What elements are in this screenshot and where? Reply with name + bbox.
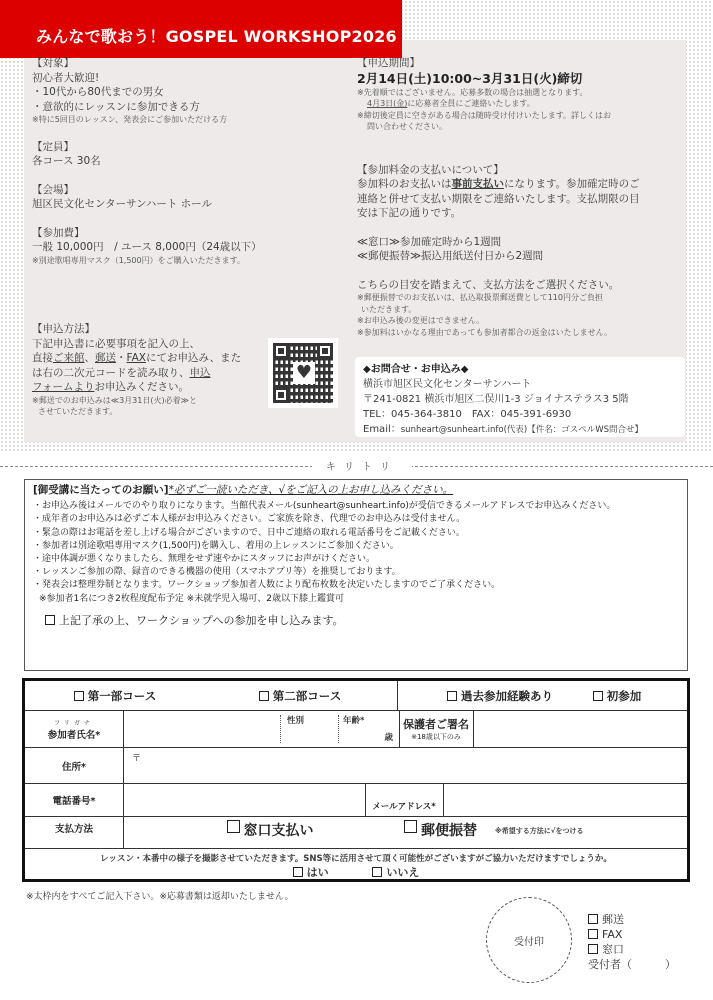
office-fax-label: FAX bbox=[602, 928, 623, 941]
photo-consent-row bbox=[25, 849, 687, 879]
payment-note: ※郵便振替でのお支払いは、払込取扱票郵送費として110円分ご負担 bbox=[357, 293, 603, 302]
section-fee bbox=[32, 226, 332, 267]
contact-title: ◆お問合せ・お申込み◆ bbox=[363, 364, 469, 375]
period-date: 2月14日(土)10:00~3月31日(火)締切 bbox=[357, 70, 583, 86]
email-input[interactable] bbox=[444, 784, 687, 816]
venue-title: 【会場】 bbox=[32, 183, 74, 196]
mail-link[interactable]: 郵送 bbox=[95, 352, 116, 364]
photo-no-checkbox[interactable] bbox=[372, 867, 382, 877]
notice-item: ・参加者は別途歌唱専用マスク(1,500円)を購入し、着用の上レッスンにご参加ください。 bbox=[33, 540, 399, 551]
target-line: ・意欲的にレッスンに参加できる方 bbox=[32, 100, 200, 113]
address-input[interactable] bbox=[124, 748, 687, 783]
visit-link[interactable]: ご来館 bbox=[53, 352, 85, 364]
payment-line: 安は下記の通りです。 bbox=[357, 207, 462, 219]
office-use bbox=[588, 912, 676, 972]
gender-label: 性別 bbox=[287, 716, 305, 726]
course-row bbox=[25, 681, 687, 711]
period-note: 問い合わせください。 bbox=[367, 122, 447, 131]
method-sep: 、 bbox=[84, 352, 95, 364]
name-label-cell bbox=[25, 711, 123, 747]
form-link-part1[interactable]: 申込 bbox=[189, 366, 211, 379]
course1-label: 第一部コース bbox=[87, 688, 157, 703]
contact-box bbox=[355, 357, 685, 437]
period-note: ※先着順ではございません。応募多数の場合は抽選となります。 bbox=[357, 87, 588, 97]
method-line bbox=[32, 380, 267, 395]
address-label: 住所* bbox=[62, 761, 86, 773]
course2-label: 第二部コース bbox=[272, 688, 342, 703]
course1-checkbox[interactable] bbox=[74, 691, 84, 701]
office-window-label: 窓口 bbox=[602, 943, 624, 956]
payment-title: 【参加料金の支払いについて】 bbox=[357, 163, 504, 176]
contact-address: 〒241-0821 横浜市旭区二俣川1-3 ジョイナステラス3 5階 bbox=[363, 394, 629, 405]
photo-yes-label: はい bbox=[306, 866, 329, 879]
divider bbox=[280, 715, 281, 743]
qr-code-icon bbox=[273, 343, 333, 403]
fee-value: 一般 10,000円 / ユース 8,000円（24歳以下） bbox=[32, 241, 262, 253]
office-fax[interactable] bbox=[588, 927, 676, 942]
agree-label: 上記了承の上、ワークショップへの参加を申し込みます。 bbox=[59, 613, 344, 627]
announce-date: 4月3日(金) bbox=[367, 99, 408, 108]
phone-label: 電話番号* bbox=[52, 796, 96, 807]
payment-row bbox=[25, 817, 687, 849]
name-label: 参加者氏名* bbox=[47, 729, 101, 741]
photo-yes-option[interactable] bbox=[293, 866, 329, 879]
pay-window-checkbox[interactable] bbox=[227, 820, 240, 833]
period-note: ※締切後定員に空きがある場合は随時受け付けいたします。詳しくはお bbox=[357, 110, 612, 120]
payment-line: 連絡と併せて支払い期限をご連絡いたします。支払期限の目 bbox=[357, 192, 640, 205]
guardian-label-cell bbox=[400, 711, 472, 747]
form-footnote: ※太枠内をすべてご記入下さい。※応募書類は返却いたしません。 bbox=[26, 892, 294, 902]
first-label: 初参加 bbox=[606, 688, 642, 703]
qr-finder-icon bbox=[273, 387, 289, 403]
phone-input[interactable] bbox=[124, 784, 364, 816]
agree-checkbox-row[interactable] bbox=[33, 614, 679, 627]
payment-window-deadline: ≪窓口≫参加確定時から1週間 bbox=[357, 235, 502, 248]
course1-option[interactable] bbox=[25, 681, 205, 710]
qr-code[interactable] bbox=[268, 338, 338, 408]
notice-item: ・発表会は整理券制となります。ワークショップ参加者人数により配布枚数を決定いたしますのでご了承ください。 bbox=[33, 580, 501, 591]
payment-note: ※お申込み後の変更はできません。 bbox=[357, 316, 485, 325]
notice-title: [御受講に当たってのお願い] bbox=[33, 484, 169, 496]
qr-finder-icon bbox=[273, 343, 289, 359]
left-column bbox=[32, 56, 332, 266]
name-row bbox=[25, 711, 687, 748]
payment-text: になります。参加確定時のご bbox=[504, 178, 640, 190]
venue-value: 旭区民文化センターサンハート ホール bbox=[32, 198, 212, 210]
notice-sub-note: ※参加者1名につき2枚程度配布予定 ※未就学児入場可、2歳以下膝上鑑賞可 bbox=[39, 593, 344, 604]
method-sep: ・ bbox=[116, 352, 127, 364]
contact-row bbox=[25, 784, 687, 817]
notice-header bbox=[33, 484, 679, 497]
office-window-checkbox[interactable] bbox=[588, 944, 598, 954]
address-row bbox=[25, 748, 687, 784]
notice-item: ・お申込み後はメールでのやり取りになります。当館代表メール(sunheart@sunheart.info)が受信できるメールアドレスでお申込みください。 bbox=[33, 501, 616, 512]
past-option[interactable] bbox=[425, 681, 575, 710]
guardian-note: ※18歳以下のみ bbox=[411, 733, 461, 741]
email-link[interactable]: sunheart@sunheart.info(代表)【件名：ゴスペルWS問合せ】 bbox=[400, 425, 644, 435]
office-fax-checkbox[interactable] bbox=[588, 929, 598, 939]
payment-note: いただきます。 bbox=[361, 304, 417, 314]
office-receiver: 受付者（ ） bbox=[588, 958, 676, 971]
stamp-label: 受付印 bbox=[514, 936, 544, 948]
notice-item: ・レッスンご参加の際、録音のできる機器の使用（スマホアプリ等）を推奨しております。 bbox=[33, 567, 401, 578]
method-text: お申込みください。 bbox=[94, 381, 189, 393]
method-text: にてお申込み、また bbox=[145, 352, 242, 364]
section-venue bbox=[32, 183, 332, 212]
postal-mark: 〒 bbox=[132, 754, 142, 764]
notice-item: ・途中体調が悪くなりましたら、無理をせず速やかにスタッフにお声がけください。 bbox=[33, 554, 376, 565]
application-form bbox=[22, 678, 690, 882]
past-checkbox[interactable] bbox=[447, 691, 457, 701]
pay-window-option[interactable] bbox=[215, 817, 325, 848]
pay-postal-checkbox[interactable] bbox=[404, 820, 417, 833]
pay-postal-option[interactable] bbox=[393, 817, 488, 848]
section-period bbox=[357, 56, 687, 133]
divider bbox=[123, 817, 124, 848]
pay-postal-label: 郵便振替 bbox=[421, 823, 477, 839]
fax-link[interactable]: FAX bbox=[126, 352, 146, 364]
capacity-title: 【定員】 bbox=[32, 140, 74, 153]
photo-yes-checkbox[interactable] bbox=[293, 867, 303, 877]
guardian-label: 保護者ご署名 bbox=[403, 718, 469, 731]
past-label: 過去参加経験あり bbox=[461, 688, 553, 703]
method-note: ※郵送でのお申込みは≪3月31日(火)必着≫と bbox=[32, 395, 197, 405]
photo-question: レッスン・本番中の様子を撮影させていただきます。SNS等に活用させて頂く可能性がございますがご協力いただけますでしょうか。 bbox=[100, 854, 612, 864]
period-title: 【申込期間】 bbox=[357, 57, 420, 69]
notice-instruction: *必ずご一読いただき、√をご記入の上お申し込みください。 bbox=[168, 484, 454, 496]
office-mail-checkbox[interactable] bbox=[588, 914, 598, 924]
payment-note: ※参加料はいかなる理由であっても参加者都合の返金はいたしません。 bbox=[357, 327, 613, 337]
pay-window-label: 窓口支払い bbox=[243, 823, 314, 839]
heart-icon: ♥ bbox=[293, 362, 315, 384]
course2-option[interactable] bbox=[205, 681, 395, 710]
payment-postal-deadline: ≪郵便振替≫振込用紙送付日から2週間 bbox=[357, 250, 544, 262]
photo-no-option[interactable] bbox=[372, 866, 419, 879]
period-note-text: に応募者全員にご連絡いたします。 bbox=[407, 99, 535, 108]
target-note: ※特に5回目のレッスン、発表会にご参加いただける方 bbox=[32, 115, 228, 124]
section-target bbox=[32, 56, 332, 126]
target-line: ・10代から80代までの男女 bbox=[32, 86, 164, 98]
title-banner bbox=[0, 0, 402, 58]
office-mail[interactable] bbox=[588, 912, 676, 927]
divider bbox=[397, 681, 398, 710]
name-input[interactable] bbox=[124, 711, 279, 747]
cut-label: キリトリ bbox=[312, 458, 412, 473]
notice-item: ・成年者のお申込みは必ずご本人様がお申込みください。ご家族を除き、代理でのお申込みは受付ません。 bbox=[33, 514, 466, 525]
notice-item: ・緊急の際はお電話を差し上げる場合がございますので、日中ご連絡の取れる電話番号をご記載ください。 bbox=[33, 527, 465, 538]
capacity-value: 各コース 30名 bbox=[32, 155, 101, 167]
contact-org: 横浜市旭区民文化センターサンハート bbox=[363, 379, 532, 390]
method-title: 【申込方法】 bbox=[32, 323, 95, 335]
right-column bbox=[357, 56, 687, 338]
photo-no-label: いいえ bbox=[386, 866, 420, 879]
divider bbox=[338, 715, 339, 743]
age-unit: 歳 bbox=[384, 733, 393, 743]
reception-stamp-circle bbox=[486, 897, 572, 983]
agree-checkbox[interactable] bbox=[45, 615, 55, 625]
payment-choose: こちらの目安を踏まえて、支払方法をご選択ください。 bbox=[357, 278, 620, 291]
payment-line bbox=[357, 177, 687, 192]
pay-label: 支払方法 bbox=[54, 824, 93, 835]
pay-note: ※希望する方法に√をつける bbox=[495, 827, 584, 835]
method-line: 下記申込書に必要事項を記入の上、 bbox=[32, 337, 200, 350]
qr-finder-icon bbox=[317, 343, 333, 359]
form-link-part2[interactable]: フォームより bbox=[32, 381, 95, 393]
section-payment bbox=[357, 163, 687, 339]
method-text: 直接 bbox=[32, 352, 53, 364]
email-label: メールアドレス* bbox=[372, 802, 436, 812]
period-note bbox=[357, 98, 687, 110]
fee-note: ※別途歌唱専用マスク（1,500円）をご購入いただきます。 bbox=[32, 255, 245, 265]
photo-options bbox=[25, 864, 687, 880]
section-capacity bbox=[32, 140, 332, 169]
age-field[interactable] bbox=[343, 711, 397, 747]
office-window[interactable] bbox=[588, 942, 676, 957]
guardian-signature-input[interactable] bbox=[474, 711, 687, 747]
page-title: みんなで歌おう！GOSPEL WORKSHOP2026 bbox=[36, 27, 397, 46]
target-line: 初心者大歓迎! bbox=[32, 71, 100, 84]
section-method bbox=[32, 322, 267, 418]
office-mail-label: 郵送 bbox=[602, 913, 624, 926]
email-label: Email： bbox=[363, 424, 401, 435]
target-title: 【対象】 bbox=[32, 57, 74, 69]
method-note: させていただきます。 bbox=[38, 407, 118, 416]
first-option[interactable] bbox=[577, 681, 657, 710]
fee-title: 【参加費】 bbox=[32, 226, 85, 239]
age-label: 年齢* bbox=[343, 716, 365, 726]
course2-checkbox[interactable] bbox=[259, 691, 269, 701]
method-text: は右の二次元コードを読み取り、 bbox=[32, 366, 190, 379]
notice-box bbox=[24, 479, 688, 671]
contact-email-line bbox=[363, 422, 677, 438]
method-line bbox=[32, 351, 267, 366]
contact-tel-fax: TEL：045-364-3810 FAX：045-391-6930 bbox=[363, 409, 572, 420]
prepay-emphasis: 事前支払い bbox=[451, 178, 504, 190]
payment-text: 参加料のお支払いは bbox=[357, 178, 452, 190]
furigana-label: フリガナ bbox=[54, 719, 94, 727]
method-line bbox=[32, 366, 267, 381]
first-checkbox[interactable] bbox=[593, 691, 603, 701]
gender-field[interactable] bbox=[287, 711, 337, 747]
